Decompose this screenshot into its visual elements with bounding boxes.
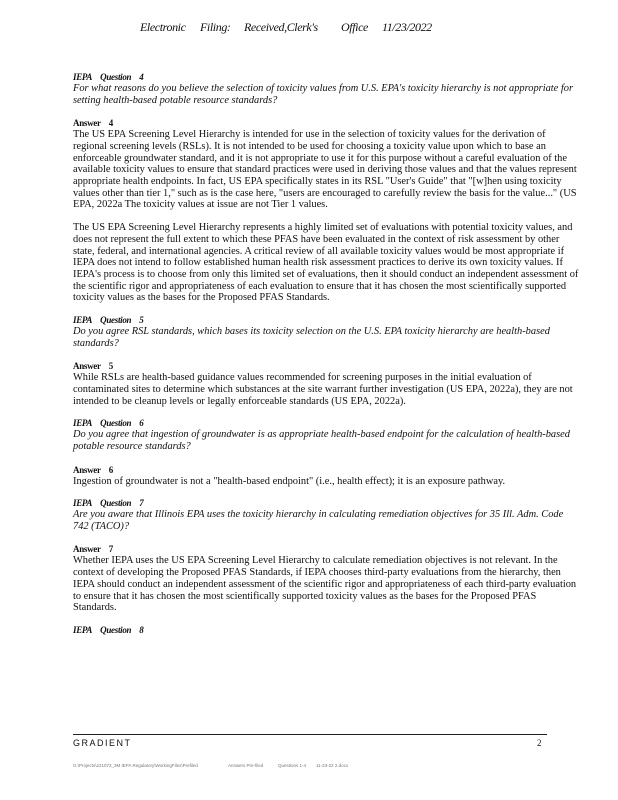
question-label: IEPA Question 4 (73, 72, 144, 82)
footer-questions: Questions 1-4 (278, 763, 307, 768)
page-number: 2 (537, 738, 542, 748)
question-text: Do you agree RSL standards, which bases its toxicity selection on the U.S. EPA toxicity hierarchy are health-based standards? (73, 326, 550, 349)
answer-label: Answer 6 (73, 464, 113, 475)
footer-date: 11-23-22 2.docx (316, 763, 349, 768)
question-label: IEPA Question 7 (73, 498, 144, 509)
gradient-logo: GRADIENT (73, 738, 132, 748)
header-office: Office (341, 20, 368, 34)
question-label: IEPA Question 5 (73, 315, 144, 326)
header-received: Received,Clerk's (244, 20, 318, 34)
question-label: IEPA Question 8 (73, 624, 144, 635)
answer-paragraph: The US EPA Screening Level Hierarchy is intended for use in the selection of toxicity values for the derivation of regional screening levels (RSLs). It is not intended to be used for choosing a toxicity value upon which to base an enforceable groundwater standard, and it is not appropriate to use it for this purpose without a careful evaluation of the available toxicity values to ensure that standard practices were used in deriving those values and that the values represent appropriate health endpoints. In fact, US EPA specifically states in its RSL "User's Guide" that "[w]hen using toxicity values other than tier 1," such as is the case here, "users are encouraged to carefully review the basis for the value..." (US EPA, 2022a The toxicity values at issue are not Tier 1 values. (73, 129, 577, 211)
answer-paragraph: Whether IEPA uses the US EPA Screening Level Hierarchy to calculate remediation objectives is not relevant. In the context of developing the Proposed PFAS Standards, if IEPA chooses third-party evaluations from the hierarchy, then IEPA should conduct an independent assessment of the scientific rigor and appropriateness of each third-party evaluation to ensure that it has chosen the most scientifically supported toxicity values as the bases for the Proposed PFAS Standards. (73, 555, 577, 614)
question-text: Do you agree that ingestion of groundwater is as appropriate health-based endpoint for the calculation of health-based potable resource standards? (73, 429, 570, 452)
answer-label: Answer 7 (73, 544, 113, 555)
footer-file-path: G:\Projects\221072_3M IEPA Regulatory\WorkingFiles\Prefiled (73, 763, 198, 768)
answer-paragraph: Ingestion of groundwater is not a "health-based endpoint" (i.e., health effect); it is an exposure pathway. (73, 475, 506, 487)
document-body (73, 72, 579, 636)
answer-label: Answer 4 (73, 118, 113, 129)
question-label: IEPA Question 6 (73, 418, 144, 429)
footer-divider (73, 734, 547, 735)
question-text: For what reasons do you believe the selection of toxicity values from U.S. EPA's toxicity hierarchy is not appropriate for setting health-based potable resource standards? (73, 83, 574, 106)
answer-paragraph: The US EPA Screening Level Hierarchy represents a highly limited set of evaluations with potential toxicity values, and does not represent the full extent to which these PFAS have been evaluated in the context of risk assessment by other state, federal, and international agencies. A critical review of all available toxicity values would be most appropriate if IEPA does not intend to follow established human health risk assessment practices to derive its own toxicity values. If IEPA's process is to choose from only this limited set of evaluations, then it should conduct an independent assessment of the scientific rigor and appropriateness of each evaluation to ensure that it has chosen the most scientifically supported toxicity values as the bases for the Proposed PFAS Standards. (73, 222, 579, 304)
question-text: Are you aware that Illinois EPA uses the toxicity hierarchy in calculating remediation objectives for 35 Ill. Adm. Code 742 (TACO)? (73, 509, 564, 532)
answer-paragraph: While RSLs are health-based guidance values recommended for screening purposes in the initial evaluation of contaminated sites to determine which substances at the site warrant further investigation (US EPA, 2022a), they are not intended to be cleanup levels or legally enforceable standards (US EPA, 2022a). (73, 372, 573, 407)
header-electronic: Electronic (140, 20, 186, 34)
header-filing: Filing: (200, 20, 231, 34)
filing-stamp-header (140, 20, 432, 35)
answer-label: Answer 5 (73, 361, 113, 372)
header-date: 11/23/2022 (382, 20, 432, 34)
footer-doc-name: Answers Pre-filed (228, 763, 264, 768)
